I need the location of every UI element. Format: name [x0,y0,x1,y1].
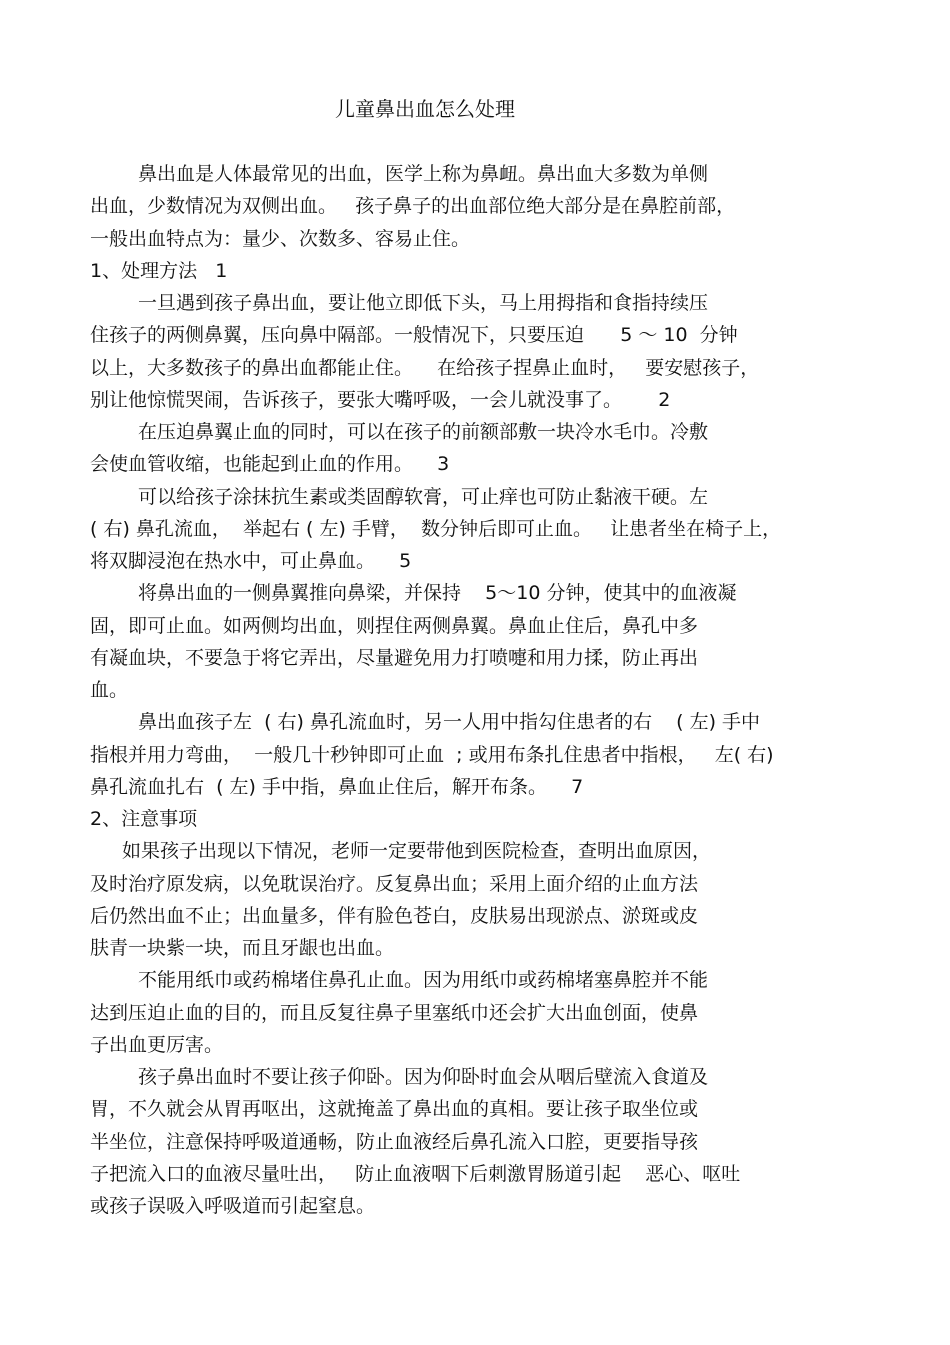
text-line: 血。 [90,679,129,701]
text-line: 子出血更厉害。 [90,1033,224,1056]
text-line: 肤青一块紫一块，而且牙龈也出血。 [90,937,395,959]
text-line: 出血，少数情况为双侧出血。 孩子鼻子的出血部位绝大部分是在鼻腔前部， [90,195,736,218]
text-line: 1、处理方法 1 [90,259,228,282]
text-line: 鼻出血孩子左 ( 右) 鼻孔流血时，另一人用中指勾住患者的右 ( 左) 手中 [138,711,761,734]
text-line: 将鼻出血的一侧鼻翼推向鼻梁，并保持 5～10 分钟，使其中的血液凝 [138,582,737,605]
text-line: 住孩子的两侧鼻翼，压向鼻中隔部。一般情况下，只要压迫 5 ～ 10 分钟 [90,324,738,347]
text-line: 固，即可止血。如两侧均出血，则捏住两侧鼻翼。鼻血止住后，鼻孔中多 [90,614,699,637]
text-line: 半坐位，注意保持呼吸道通畅，防止血液经后鼻孔流入口腔，更要指导孩 [90,1130,699,1153]
text-line: 2、注意事项 [90,808,198,830]
text-line: 别让他惊慌哭闹，告诉孩子，要张大嘴呼吸，一会儿就没事了。 2 [90,388,671,411]
text-line: 将双脚浸泡在热水中，可止鼻血。 5 [90,550,412,572]
text-line: 后仍然出血不止；出血量多，伴有脸色苍白，皮肤易出现淤点、淤斑或皮 [90,904,699,927]
text-line: 可以给孩子涂抹抗生素或类固醇软膏，可止痒也可防止黏液干硬。左 [138,485,709,508]
text-line: 鼻孔流血扎右 ( 左) 手中指，鼻血止住后，解开布条。 7 [90,775,584,798]
text-line: 鼻出血是人体最常见的出血，医学上称为鼻衄。鼻出血大多数为单侧 [138,163,709,185]
text-line: 如果孩子出现以下情况，老师一定要带他到医院检查，查明出血原因， [122,840,712,863]
text-line: 胃，不久就会从胃再呕出，这就掩盖了鼻出血的真相。要让孩子取坐位或 [90,1098,699,1121]
text-line: 会使血管收缩，也能起到止血的作用。 3 [90,453,450,476]
document-body [90,158,890,1222]
text-line: 不能用纸巾或药棉堵住鼻孔止血。因为用纸巾或药棉堵塞鼻腔并不能 [138,969,709,992]
text-line: 在压迫鼻翼止血的同时，可以在孩子的前额部敷一块冷水毛巾。冷敷 [138,421,709,443]
text-line: ( 右) 鼻孔流血， 举起右 ( 左) 手臂， 数分钟后即可止血。 让患者坐在椅子上， [90,517,782,540]
text-line: 及时治疗原发病，以免耽误治疗。反复鼻出血；采用上面介绍的止血方法 [90,872,699,895]
text-line: 达到压迫止血的目的，而且反复往鼻子里塞纸巾还会扩大出血创面，使鼻 [90,1001,699,1024]
text-line: 子把流入口的血液尽量吐出， 防止血液咽下后刺激胃肠道引起 恶心、呕吐 [90,1162,741,1185]
text-line: 或孩子误吸入呼吸道而引起窒息。 [90,1195,376,1217]
document-title: 儿童鼻出血怎么处理 [335,97,515,121]
text-line: 一般出血特点为：量少、次数多、容易止住。 [90,227,471,250]
text-line: 以上，大多数孩子的鼻出血都能止住。 在给孩子捏鼻止血时， 要安慰孩子， [90,356,760,379]
text-line: 有凝血块，不要急于将它弄出，尽量避免用力打喷嚏和用力揉，防止再出 [90,646,699,669]
text-line: 指根并用力弯曲， 一般几十秒钟即可止血 ; 或用布条扎住患者中指根， 左( 右) [90,743,774,766]
text-line: 孩子鼻出血时不要让孩子仰卧。因为仰卧时血会从咽后壁流入食道及 [138,1066,709,1088]
text-line: 一旦遇到孩子鼻出血，要让他立即低下头，马上用拇指和食指持续压 [138,292,709,314]
